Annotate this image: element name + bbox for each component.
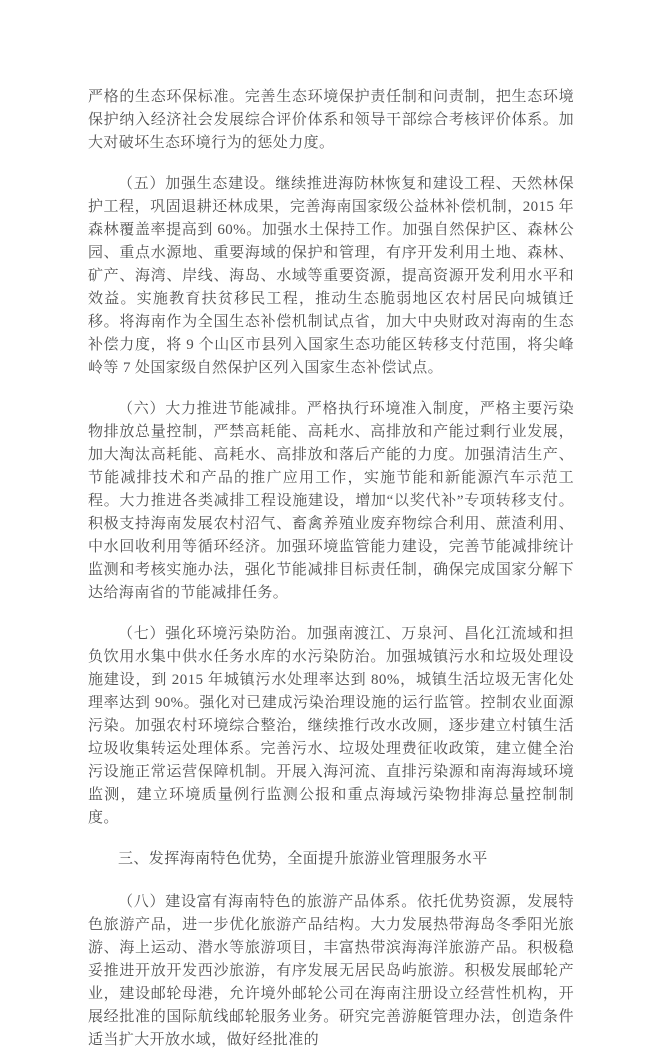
paragraph: （七）强化环境污染防治。加强南渡江、万泉河、昌化江流域和担负饮用水集中供水任务水库的水污染防治。加强城镇污水和垃圾处理设施建设，到 2015 年城镇污水处理率达到 80%，城镇生活垃圾无害化处理率达到 90%。强化对已建成污染治理设施的运行监管。控制农业面源污染。加强农村环境综合整治，继续推行改水改厕，逐步建立村镇生活垃圾收集转运处理体系。完善污水、垃圾处理费征收政策，建立健全治污设施正常运营保障机制。开展入海河流、直排污染源和南海海域环境监测，建立环境质量例行监测公报和重点海域污染物排海总量控制制度。 [88,626,574,826]
document-body [88,86,574,1052]
paragraph: （八）建设富有海南特色的旅游产品体系。依托优势资源，发展特色旅游产品，进一步优化旅游产品结构。大力发展热带海岛冬季阳光旅游、海上运动、潜水等旅游项目，丰富热带滨海海洋旅游产品。积极稳妥推进开放开发西沙旅游，有序发展无居民岛屿旅游。积极发展邮轮产业，建设邮轮母港，允许境外邮轮公司在海南注册设立经营性机构，开展经批准的国际航线邮轮服务业务。研究完善游艇管理办法，创造条件适当扩大开放水域，做好经批准的 [88,894,574,1048]
paragraph: （五）加强生态建设。继续推进海防林恢复和建设工程、天然林保护工程，巩固退耕还林成果，完善海南国家级公益林补偿机制，2015 年森林覆盖率提高到 60%。加强水土保持工作。加强自然保护区、森林公园、重点水源地、重要海域的保护和管理，有序开发利用土地、森林、矿产、海湾、岸线、海岛、水域等重要资源，提高资源开发利用水平和效益。实施教育扶贫移民工程，推动生态脆弱地区农村居民向城镇迁移。将海南作为全国生态补偿机制试点省，加大中央财政对海南的生态补偿力度，将 9 个山区市县列入国家生态功能区转移支付范围，将尖峰岭等 7 处国家级自然保护区列入国家生态补偿试点。 [88,176,574,376]
paragraph: 严格的生态环保标准。完善生态环境保护责任制和问责制，把生态环境保护纳入经济社会发展综合评价体系和领导干部综合考核评价体系。加大对破坏生态环境行为的惩处力度。 [88,89,574,151]
section-heading: 三、发挥海南特色优势，全面提升旅游业管理服务水平 [118,851,488,867]
paragraph: （六）大力推进节能减排。严格执行环境准入制度，严格主要污染物排放总量控制，严禁高耗能、高耗水、高排放和产能过剩行业发展，加大淘汰高耗能、高耗水、高排放和落后产能的力度。加强清洁生产、节能减排技术和产品的推广应用工作，实施节能和新能源汽车示范工程。大力推进各类减排工程设施建设，增加“以奖代补”专项转移支付。积极支持海南发展农村沼气、畜禽养殖业废弃物综合利用、蔗渣利用、中水回收利用等循环经济。加强环境监管能力建设，完善节能减排统计监测和考核实施办法，强化节能减排目标责任制，确保完成国家分解下达给海南省的节能减排任务。 [88,401,574,601]
